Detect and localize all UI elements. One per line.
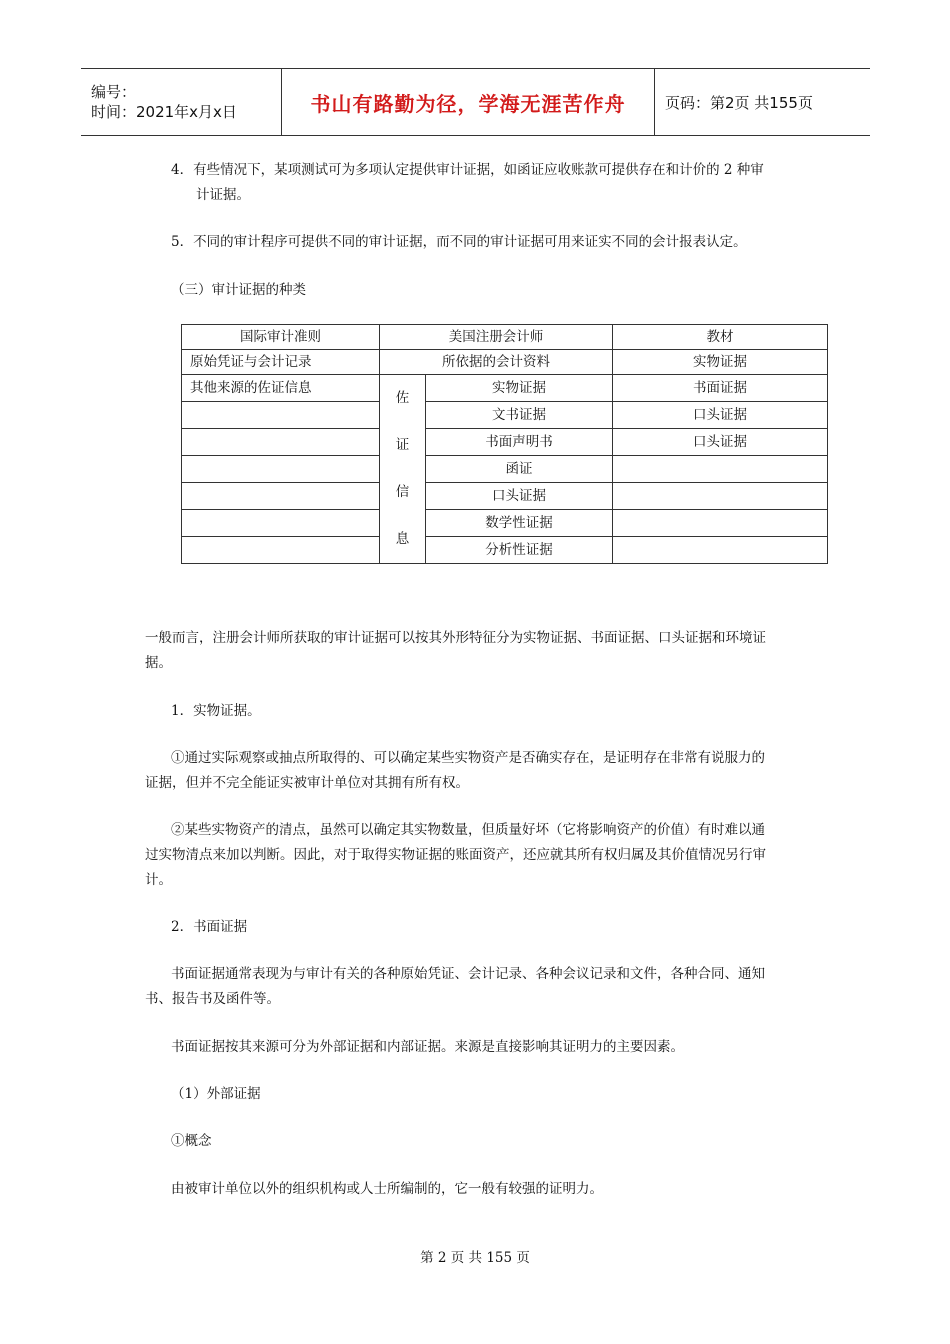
external-evidence-heading: （1）外部证据 [171,1086,261,1102]
physical-point2-line1: ②某些实物资产的清点，虽然可以确定其实物数量，但质量好坏（它将影响资产的价值）有时难以通 [171,822,765,838]
physical-point1-line2: 证据，但并不完全能证实被审计单位对其拥有所有权。 [145,775,469,791]
table-header-cell: 教材 [613,325,828,350]
table-cell-empty [182,510,380,537]
table-row [182,429,828,456]
table-row [182,375,828,402]
paragraph-4-line2: 计证据。 [196,187,250,203]
header-meta [81,69,281,135]
document-number-label: 编号： [91,83,137,101]
written-paragraph1-line2: 书、报告书及函件等。 [145,991,280,1007]
table-cell: 书面证据 [613,375,828,402]
table-cell: 分析性证据 [426,537,613,564]
table-cell: 口头证据 [613,429,828,456]
table-row [182,537,828,564]
header-page-number: 页码：第2页 共155页 [665,93,813,112]
table-cell-empty [182,429,380,456]
vertical-char: 息 [395,531,410,547]
page-header [81,68,870,136]
paragraph-5: 5．不同的审计程序可提供不同的审计证据，而不同的审计证据可用来证实不同的会计报表认定。 [171,234,747,250]
table-header-cell: 国际审计准则 [182,325,380,350]
table-cell: 实物证据 [613,350,828,375]
general-paragraph-line1: 一般而言，注册会计师所获取的审计证据可以按其外形特征分为实物证据、书面证据、口头证据和环境证 [145,630,766,646]
table-row [182,350,828,375]
paragraph-4-line1: 4．有些情况下，某项测试可为多项认定提供审计证据，如函证应收账款可提供存在和计价的 2 种审 [171,162,764,178]
vertical-char: 信 [395,484,410,500]
table-header-row [182,325,828,350]
written-paragraph2: 书面证据按其来源可分为外部证据和内部证据。来源是直接影响其证明力的主要因素。 [171,1039,684,1055]
table-cell: 书面声明书 [426,429,613,456]
general-paragraph-line2: 据。 [145,655,172,671]
table-cell-empty [182,402,380,429]
table-cell: 实物证据 [426,375,613,402]
table-row [182,483,828,510]
table-cell [613,510,828,537]
header-motto: 书山有路勤为径，学海无涯苦作舟 [310,91,626,116]
evidence-types-table [181,324,828,564]
table-cell: 口头证据 [613,402,828,429]
header-motto-cell [281,69,655,135]
physical-point2-line2: 过实物清点来加以判断。因此，对于取得实物证据的账面资产，还应就其所有权归属及其价值情况另行审 [145,847,766,863]
table-cell: 数学性证据 [426,510,613,537]
table-cell: 原始凭证与会计记录 [182,350,380,375]
table-cell-empty [182,537,380,564]
table-cell: 所依据的会计资料 [380,350,613,375]
table-cell-empty [182,483,380,510]
physical-point2-line3: 计。 [145,872,172,888]
table-cell: 其他来源的佐证信息 [182,375,380,402]
table-cell [613,456,828,483]
concept-text: 由被审计单位以外的组织机构或人士所编制的，它一般有较强的证明力。 [171,1181,603,1197]
table-cell: 口头证据 [426,483,613,510]
table-cell [613,537,828,564]
item-written-evidence: 2．书面证据 [171,919,248,935]
page-footer: 第 2 页 共 155 页 [420,1250,530,1266]
table-cell-empty [182,456,380,483]
section-heading-evidence-types: （三）审计证据的种类 [171,282,306,298]
item-physical-evidence: 1．实物证据。 [171,703,261,719]
vertical-char: 佐 [395,390,410,406]
written-paragraph1-line1: 书面证据通常表现为与审计有关的各种原始凭证、会计记录、各种会议记录和文件，各种合同、通知 [171,966,765,982]
table-header-cell: 美国注册会计师 [380,325,613,350]
table-row [182,402,828,429]
physical-point1-line1: ①通过实际观察或抽点所取得的、可以确定某些实物资产是否确实存在，是证明存在非常有说服力的 [171,750,765,766]
vertical-label-cell [380,375,426,564]
table-row [182,456,828,483]
table-cell: 函证 [426,456,613,483]
table-row [182,510,828,537]
concept-heading: ①概念 [171,1133,212,1149]
table-cell: 文书证据 [426,402,613,429]
table-cell [613,483,828,510]
vertical-char: 证 [395,437,410,453]
document-time-label: 时间：2021年x月x日 [91,103,237,121]
